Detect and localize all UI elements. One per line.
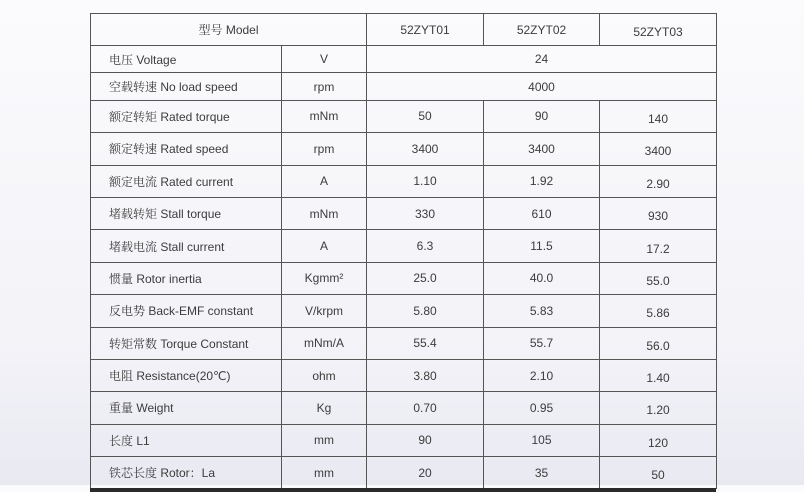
- value-cell: 11.5: [484, 230, 600, 262]
- value-cell: 2.90: [600, 165, 717, 197]
- param-cell: 反电势 Back-EMF constant: [91, 295, 282, 327]
- table-row: [91, 327, 717, 359]
- table-row: [91, 392, 717, 424]
- value-cell: 3.80: [367, 359, 484, 391]
- param-cell: 惯量 Rotor inertia: [91, 262, 282, 294]
- unit-cell: rpm: [282, 73, 367, 100]
- shared-value-cell: 4000: [367, 73, 717, 100]
- table-row: [91, 457, 717, 489]
- value-cell: 40.0: [484, 262, 600, 294]
- value-cell: 50: [367, 100, 484, 132]
- unit-cell: Kg: [282, 392, 367, 424]
- value-cell: 1.20: [600, 392, 717, 424]
- value-cell: 55.7: [484, 327, 600, 359]
- unit-cell: ohm: [282, 359, 367, 391]
- shared-value-cell: 24: [367, 46, 717, 73]
- table-row: [91, 295, 717, 327]
- model-header-cell: 52ZYT01: [367, 14, 484, 46]
- param-cell: 长度 L1: [91, 424, 282, 456]
- table-bottom-rule: [90, 488, 716, 492]
- value-cell: 0.95: [484, 392, 600, 424]
- value-cell: 3400: [600, 133, 717, 165]
- unit-cell: mNm: [282, 100, 367, 132]
- param-cell: 额定转速 Rated speed: [91, 133, 282, 165]
- unit-cell: Kgmm²: [282, 262, 367, 294]
- unit-cell: mm: [282, 424, 367, 456]
- param-cell: 空载转速 No load speed: [91, 73, 282, 100]
- value-cell: 1.92: [484, 165, 600, 197]
- value-cell: 55.4: [367, 327, 484, 359]
- value-cell: 140: [600, 100, 717, 132]
- value-cell: 120: [600, 424, 717, 456]
- model-header-cell: 52ZYT03: [600, 14, 717, 46]
- param-cell: 电压 Voltage: [91, 46, 282, 73]
- value-cell: 1.10: [367, 165, 484, 197]
- model-label-cell: 型号 Model: [91, 14, 367, 46]
- spec-table-container: [90, 13, 716, 492]
- value-cell: 5.83: [484, 295, 600, 327]
- table-row: [91, 100, 717, 132]
- table-row: [91, 230, 717, 262]
- param-cell: 堵载转矩 Stall torque: [91, 197, 282, 229]
- value-cell: 330: [367, 197, 484, 229]
- unit-cell: mNm/A: [282, 327, 367, 359]
- value-cell: 90: [484, 100, 600, 132]
- unit-cell: A: [282, 230, 367, 262]
- value-cell: 105: [484, 424, 600, 456]
- value-cell: 0.70: [367, 392, 484, 424]
- value-cell: 20: [367, 457, 484, 489]
- table-row: [91, 424, 717, 456]
- value-cell: 17.2: [600, 230, 717, 262]
- value-cell: 1.40: [600, 359, 717, 391]
- value-cell: 90: [367, 424, 484, 456]
- value-cell: 2.10: [484, 359, 600, 391]
- param-cell: 重量 Weight: [91, 392, 282, 424]
- param-cell: 铁芯长度 Rotor：La: [91, 457, 282, 489]
- table-row: [91, 73, 717, 100]
- unit-cell: mm: [282, 457, 367, 489]
- param-cell: 堵载电流 Stall current: [91, 230, 282, 262]
- table-row: [91, 46, 717, 73]
- table-row: [91, 165, 717, 197]
- param-cell: 转矩常数 Torque Constant: [91, 327, 282, 359]
- value-cell: 56.0: [600, 327, 717, 359]
- value-cell: 50: [600, 457, 717, 489]
- unit-cell: rpm: [282, 133, 367, 165]
- header-row: [91, 14, 717, 46]
- value-cell: 35: [484, 457, 600, 489]
- value-cell: 5.86: [600, 295, 717, 327]
- unit-cell: mNm: [282, 197, 367, 229]
- unit-cell: V/krpm: [282, 295, 367, 327]
- table-row: [91, 197, 717, 229]
- value-cell: 610: [484, 197, 600, 229]
- param-cell: 额定转矩 Rated torque: [91, 100, 282, 132]
- value-cell: 3400: [367, 133, 484, 165]
- table-row: [91, 262, 717, 294]
- value-cell: 25.0: [367, 262, 484, 294]
- param-cell: 额定电流 Rated current: [91, 165, 282, 197]
- model-header-cell: 52ZYT02: [484, 14, 600, 46]
- table-row: [91, 133, 717, 165]
- value-cell: 55.0: [600, 262, 717, 294]
- unit-cell: A: [282, 165, 367, 197]
- value-cell: 5.80: [367, 295, 484, 327]
- spec-table: [90, 13, 717, 489]
- unit-cell: V: [282, 46, 367, 73]
- value-cell: 930: [600, 197, 717, 229]
- param-cell: 电阻 Resistance(20℃): [91, 359, 282, 391]
- value-cell: 6.3: [367, 230, 484, 262]
- value-cell: 3400: [484, 133, 600, 165]
- table-row: [91, 359, 717, 391]
